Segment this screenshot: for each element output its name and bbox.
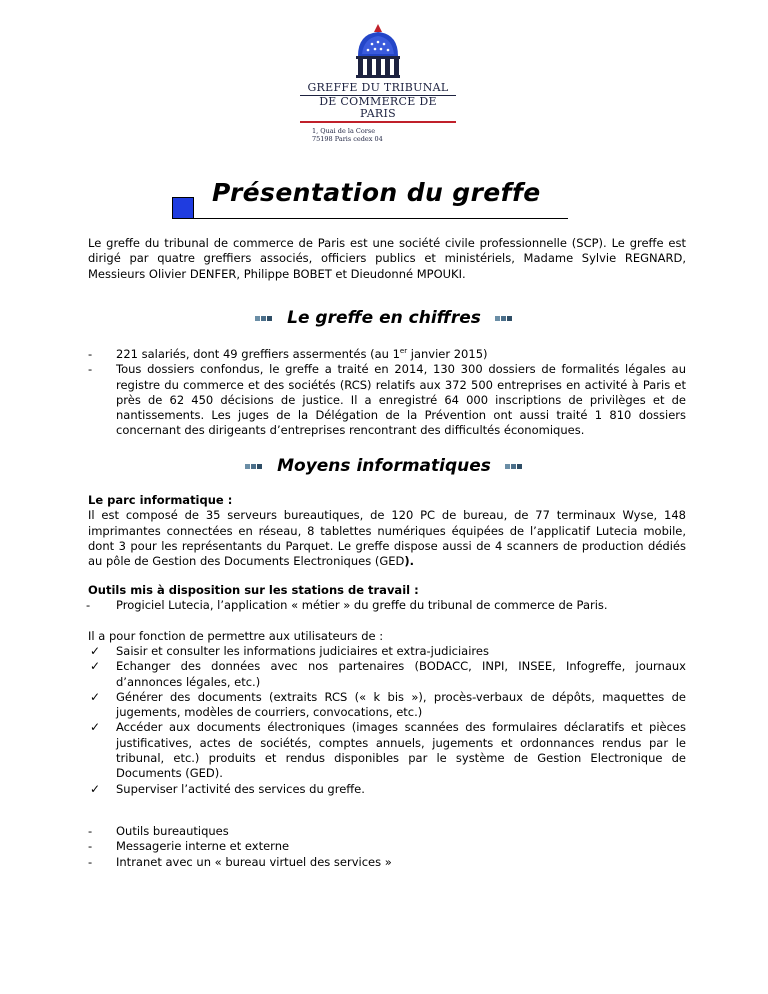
chiffres-list <box>88 347 686 439</box>
section-title-moyens: Moyens informatiques <box>277 456 491 476</box>
section-heading-moyens <box>0 456 768 476</box>
squares-left-icon <box>255 308 273 328</box>
page-title: Présentation du greffe <box>212 178 541 207</box>
list-item: - Tous dossiers confondus, le greffe a traité en 2014, 130 300 dossiers de formalités légales au registre du commerce et des sociétés (RCS) relatifs aux 372 500 entreprises en activité à Paris et près de 62 450 décisions de justice. Il a enregistré 64 000 inscriptions de privilèges et de nantissements. Les juges de la Délégation de la Prévention ont aussi traité 1 810 dossiers concernant des dirigeants d’entreprises rencontrant des difficultés économiques. <box>88 362 686 438</box>
parc-label: Le parc informatique : <box>88 493 233 507</box>
dash-bullet: - <box>88 824 93 838</box>
check-icon: ✓ <box>90 781 101 796</box>
logo-address-line1: 1, Quai de la Corse <box>312 127 376 135</box>
checklist-item: ✓ Superviser l’activité des services du greffe. <box>90 781 365 796</box>
title-underline <box>194 218 568 219</box>
squares-right-icon <box>505 456 523 476</box>
dash-bullet: - <box>86 598 91 612</box>
fonction-checklist <box>88 644 686 797</box>
greffe-logo <box>300 24 456 143</box>
list-item: - Messagerie interne et externe <box>88 839 290 854</box>
dash-bullet: - <box>88 362 93 377</box>
logo-address-line2: 75198 Paris cedex 04 <box>312 135 383 143</box>
logo-name-line2: DE COMMERCE DE PARIS <box>300 96 456 123</box>
tools-list <box>88 824 686 870</box>
outils-block <box>88 583 686 598</box>
parc-text: Il est composé de 35 serveurs bureautiques, de 120 PC de bureau, de 77 terminaux Wyse, 148 imprimantes connectées en réseau, 8 tablettes numériques équipées de l’applicatif Lutecia mobile, dont 3 pour les représentants du Parquet. Le greffe dispose aussi de 4 scanners de production dédiés au pôle de Gestion des Documents Electroniques (GED <box>88 508 686 569</box>
checklist-item: ✓ Echanger des données avec nos partenaires (BODACC, INPI, INSEE, Infogreffe, journaux d’annonces légales, etc.) <box>90 659 686 689</box>
title-block <box>172 180 572 222</box>
dash-bullet: - <box>88 839 93 854</box>
dash-bullet: - <box>88 854 93 869</box>
logo-name-line1: GREFFE DU TRIBUNAL <box>300 82 456 96</box>
outils-label: Outils mis à disposition sur les stations de travail : <box>88 583 419 597</box>
fonction-intro: Il a pour fonction de permettre aux utilisateurs de : <box>88 629 384 643</box>
checklist-item: ✓ Accéder aux documents électroniques (images scannées des formulaires déclaratifs et pièces justificatives, actes de sociétés, comptes annuels, jugements et ordonnances rendus par le tribunal, etc.) produits et rendus disponibles par le système de Gestion Electronique de Documents (GED). <box>90 720 686 781</box>
check-icon: ✓ <box>90 644 101 658</box>
checklist-item: ✓ Générer des documents (extraits RCS (« k bis »), procès-verbaux de dépôts, maquettes de jugements, modèles de courriers, convocations, etc.) <box>90 689 686 720</box>
check-icon: ✓ <box>90 659 101 674</box>
list-item: - 221 salariés, dont 49 greffiers assermentés (au 1er janvier 2015) <box>88 347 488 361</box>
dash-bullet: - <box>88 347 93 361</box>
section-title-chiffres: Le greffe en chiffres <box>287 308 481 328</box>
section-heading-chiffres <box>0 308 768 328</box>
title-square-icon <box>172 197 194 219</box>
squares-right-icon <box>495 308 513 328</box>
check-icon: ✓ <box>90 689 101 704</box>
outils-list <box>86 598 684 613</box>
parc-block: Le parc informatique : Il est composé de 35 serveurs bureautiques, de 120 PC de bureau, de 77 terminaux Wyse, 148 imprimantes connectées en réseau, 8 tablettes numériques équipées de l’applicatif Lutecia mobile, dont 3 pour les représentants du Parquet. Le greffe dispose aussi de 4 scanners de production dédiés au pôle de Gestion des Documents Electroniques (GED). <box>88 493 686 569</box>
intro-paragraph: Le greffe du tribunal de commerce de Paris est une société civile professionnelle (SCP). Le greffe est dirigé par quatre greffiers associés, officiers publics et ministériels, Madame Sylvie REGNARD, Messieurs Olivier DENFER, Philippe BOBET et Dieudonné MPOUKI. <box>88 236 686 281</box>
list-item: - Intranet avec un « bureau virtuel des services » <box>88 854 392 869</box>
checklist-item: ✓ Saisir et consulter les informations judiciaires et extra-judiciaires <box>90 644 489 658</box>
check-icon: ✓ <box>90 720 101 735</box>
list-item: - Progiciel Lutecia, l’application « métier » du greffe du tribunal de commerce de Paris. <box>86 598 608 612</box>
dome-emblem-icon <box>348 24 408 80</box>
list-item: - Outils bureautiques <box>88 824 229 838</box>
squares-left-icon <box>245 456 263 476</box>
